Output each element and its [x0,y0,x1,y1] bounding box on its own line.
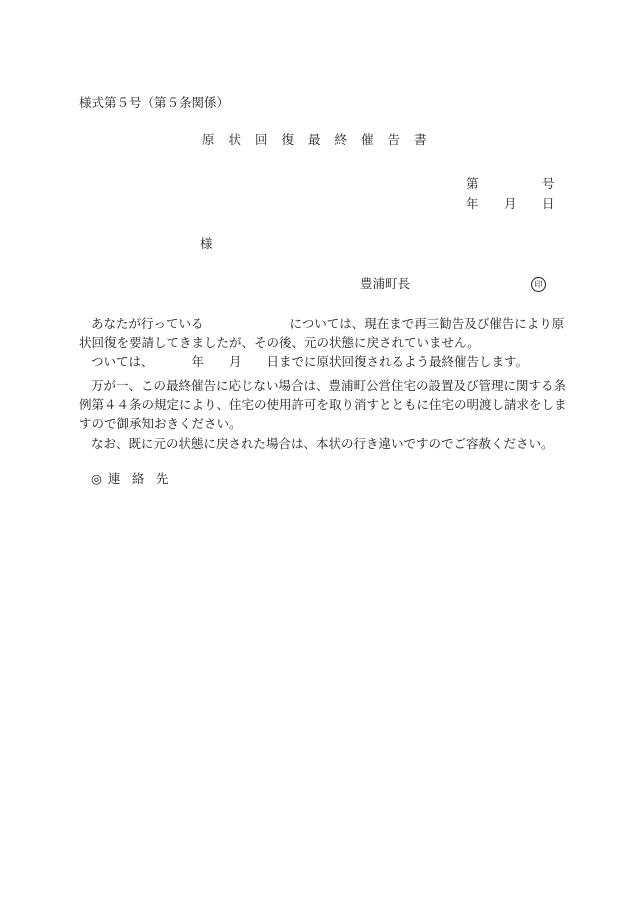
form-number-label: 様式第５号（第５条関係） [79,95,230,110]
document-number-line [466,178,555,191]
contact-mark: ◎ [91,471,102,486]
contact-label [108,471,180,486]
title-character: 告 [387,132,401,147]
paragraph-3-line-3: すので御承知おきください。 [79,416,242,431]
contact-heading [91,473,180,486]
document-number-prefix: 第 [466,176,479,191]
document-title-text [202,134,441,147]
title-character: 催 [361,132,374,147]
contact-label-character: 連 [107,471,121,486]
title-character: 書 [414,132,427,147]
date-year: 年 [466,196,479,211]
paragraph-2-month: 月 [229,354,242,369]
paragraph-3-line-2: 例第４４条の規定により、住宅の使用許可を取り消すとともに住宅の明渡し請求をしま [79,397,567,412]
date-month: 月 [504,196,517,211]
paragraph-1-part-1: あなたが行っている [91,316,204,331]
seal-mark: 印 [531,277,546,292]
paragraph-1-line-2: 状回復を要請してきましたが、その後、元の状態に戻されていません。 [79,335,480,350]
paragraph-1-part-2: については、現在まで再三勧告及び催告により原 [289,316,565,331]
title-character: 状 [228,132,242,147]
title-character: 原 [202,132,215,147]
paragraph-2-prefix: ついては、 [91,354,154,369]
sender-name: 豊浦町長 [360,276,411,291]
title-character: 復 [281,132,295,147]
addressee-honorific: 様 [200,236,213,251]
title-character: 最 [308,132,321,147]
paragraph-3-line-1: 万が一、この最終催告に応じない場合は、豊浦町公営住宅の設置及び管理に関する条 [91,378,567,393]
paragraph-2-suffix: 日までに原状回復されるよう最終催告します。 [266,354,529,369]
title-character: 終 [334,132,348,147]
contact-label-character: 先 [155,471,169,486]
title-character: 回 [255,132,268,147]
date-day: 日 [542,196,555,211]
date-line [466,198,555,211]
contact-label-character: 絡 [131,471,145,486]
document-number-suffix: 号 [542,176,555,191]
paragraph-2-year: 年 [191,354,205,369]
paragraph-4-line-1: なお、既に元の状態に戻された場合は、本状の行き違いですのでご容赦ください。 [91,436,554,451]
